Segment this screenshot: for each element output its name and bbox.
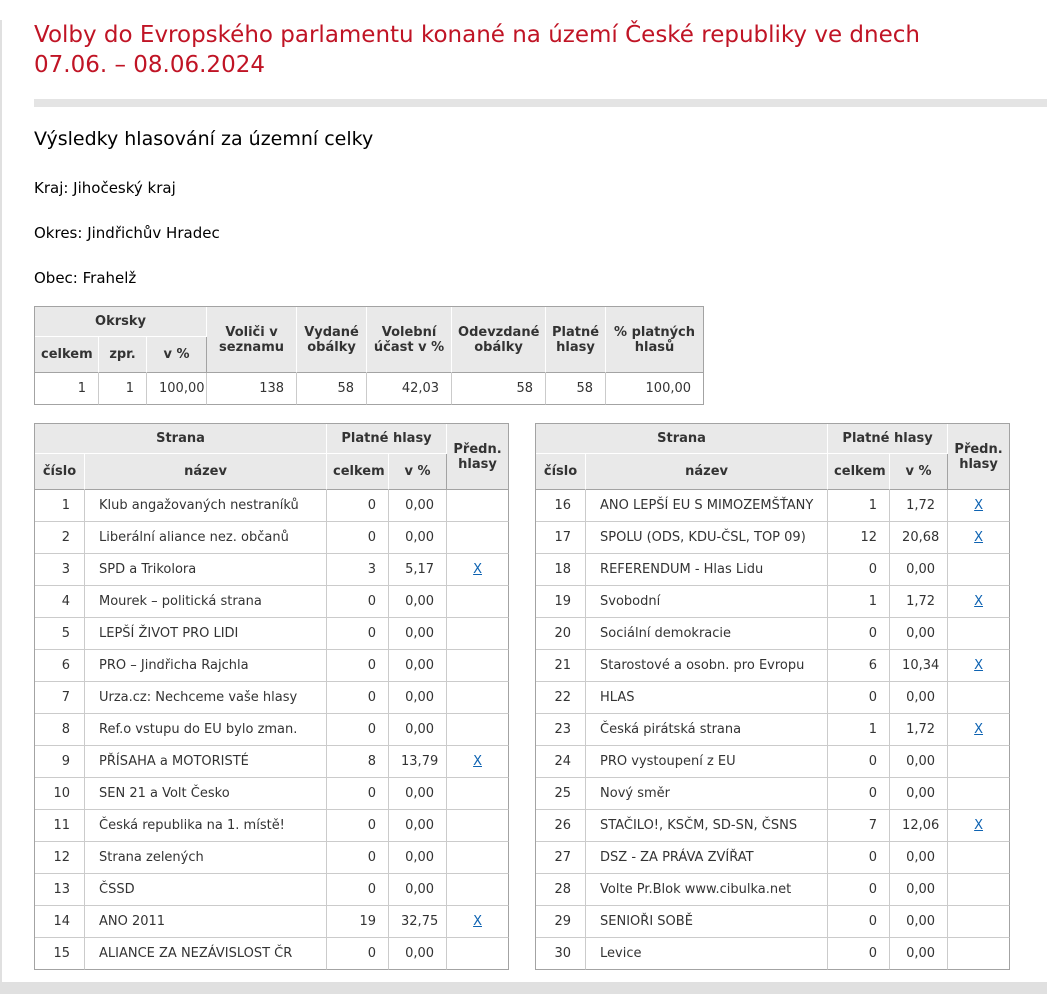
- party-votes-percent: 1,72: [890, 714, 948, 746]
- party-pref-cell: [447, 682, 509, 714]
- party-row: [536, 746, 1010, 778]
- party-pref-cell: [447, 778, 509, 810]
- party-pref-cell: [948, 778, 1010, 810]
- party-pref-cell: [447, 490, 509, 522]
- header-platne-hlasy: Platné hlasy: [828, 424, 948, 454]
- header-platne-hlasy: Platné hlasy: [546, 307, 606, 373]
- party-pref-cell: [447, 650, 509, 682]
- party-pref-cell: [948, 714, 1010, 746]
- party-votes-percent: 5,17: [389, 554, 447, 586]
- region-obec: Obec: Frahelž: [34, 269, 137, 287]
- header-okrsky-zpr: zpr.: [99, 337, 147, 373]
- party-votes-percent: 0,00: [890, 554, 948, 586]
- party-votes-total: 0: [327, 842, 389, 874]
- party-votes-percent: 12,06: [890, 810, 948, 842]
- party-tables-container: [34, 423, 1047, 970]
- party-pref-cell: [948, 938, 1010, 970]
- party-votes-percent: 0,00: [389, 490, 447, 522]
- party-name: Liberální aliance nez. občanů: [85, 522, 327, 554]
- party-row: [536, 714, 1010, 746]
- party-votes-total: 0: [828, 874, 890, 906]
- party-votes-total: 1: [828, 714, 890, 746]
- party-row: [35, 650, 509, 682]
- header-okrsky: Okrsky: [35, 307, 207, 337]
- party-votes-percent: 0,00: [389, 586, 447, 618]
- party-pref-cell: [447, 810, 509, 842]
- party-pref-cell: [447, 874, 509, 906]
- party-number: 18: [536, 554, 586, 586]
- party-row: [35, 842, 509, 874]
- party-pref-cell: [447, 586, 509, 618]
- party-votes-total: 3: [327, 554, 389, 586]
- party-number: 9: [35, 746, 85, 778]
- party-votes-percent: 13,79: [389, 746, 447, 778]
- party-pref-cell: [447, 554, 509, 586]
- party-votes-total: 7: [828, 810, 890, 842]
- party-number: 6: [35, 650, 85, 682]
- preferential-votes-link[interactable]: X: [974, 530, 984, 545]
- party-number: 21: [536, 650, 586, 682]
- party-votes-percent: 10,34: [890, 650, 948, 682]
- header-cislo: číslo: [536, 454, 586, 490]
- party-name: PRO vystoupení z EU: [586, 746, 828, 778]
- header-v-pct: v %: [389, 454, 447, 490]
- header-vydane-obalky: Vydané obálky: [297, 307, 367, 373]
- party-votes-total: 0: [327, 682, 389, 714]
- party-votes-percent: 0,00: [389, 714, 447, 746]
- header-platne-hlasy: Platné hlasy: [327, 424, 447, 454]
- party-row: [35, 618, 509, 650]
- preferential-votes-link[interactable]: X: [974, 594, 984, 609]
- party-name: Ref.o vstupu do EU bylo zman.: [85, 714, 327, 746]
- party-votes-total: 0: [828, 906, 890, 938]
- party-name: Mourek – politická strana: [85, 586, 327, 618]
- party-row: [35, 490, 509, 522]
- party-name: Česká republika na 1. místě!: [85, 810, 327, 842]
- header-divider: [34, 99, 1047, 107]
- party-votes-percent: 20,68: [890, 522, 948, 554]
- party-votes-percent: 0,00: [389, 938, 447, 970]
- party-name: PŘÍSAHA a MOTORISTÉ: [85, 746, 327, 778]
- platne-hlasy-value: 58: [546, 373, 606, 405]
- party-number: 22: [536, 682, 586, 714]
- party-pref-cell: [447, 842, 509, 874]
- page-title-line2: 07.06. – 08.06.2024: [34, 52, 265, 78]
- party-votes-total: 8: [327, 746, 389, 778]
- preferential-votes-link[interactable]: X: [974, 818, 984, 833]
- party-pref-cell: [948, 554, 1010, 586]
- party-row: [536, 650, 1010, 682]
- party-pref-cell: [948, 490, 1010, 522]
- party-number: 11: [35, 810, 85, 842]
- party-votes-percent: 0,00: [890, 938, 948, 970]
- header-odevzdane-obalky: Odevzdané obálky: [452, 307, 546, 373]
- party-name: HLAS: [586, 682, 828, 714]
- party-row: [536, 554, 1010, 586]
- party-row: [536, 682, 1010, 714]
- party-row: [35, 778, 509, 810]
- header-nazev: název: [85, 454, 327, 490]
- volebni-ucast-value: 42,03: [367, 373, 452, 405]
- party-pref-cell: [948, 874, 1010, 906]
- party-number: 5: [35, 618, 85, 650]
- party-name: Nový směr: [586, 778, 828, 810]
- header-strana: Strana: [536, 424, 828, 454]
- footer-bar: [2, 982, 1047, 994]
- party-name: ALIANCE ZA NEZÁVISLOST ČR: [85, 938, 327, 970]
- party-number: 3: [35, 554, 85, 586]
- header-okrsky-celkem: celkem: [35, 337, 99, 373]
- party-pref-cell: [948, 810, 1010, 842]
- party-name: SPOLU (ODS, KDU-ČSL, TOP 09): [586, 522, 828, 554]
- party-number: 15: [35, 938, 85, 970]
- party-row: [35, 810, 509, 842]
- party-votes-percent: 0,00: [890, 778, 948, 810]
- party-row: [536, 906, 1010, 938]
- party-votes-percent: 0,00: [389, 810, 447, 842]
- party-votes-percent: 0,00: [890, 618, 948, 650]
- preferential-votes-link[interactable]: X: [473, 754, 482, 769]
- party-pref-cell: [447, 714, 509, 746]
- party-pref-cell: [948, 650, 1010, 682]
- party-votes-total: 0: [828, 746, 890, 778]
- party-number: 16: [536, 490, 586, 522]
- preferential-votes-link[interactable]: X: [974, 498, 984, 513]
- party-votes-total: 0: [327, 490, 389, 522]
- party-number: 7: [35, 682, 85, 714]
- party-name: SPD a Trikolora: [85, 554, 327, 586]
- party-row: [536, 874, 1010, 906]
- party-row: [536, 522, 1010, 554]
- party-votes-percent: 0,00: [389, 842, 447, 874]
- party-votes-percent: 0,00: [890, 842, 948, 874]
- party-votes-percent: 32,75: [389, 906, 447, 938]
- party-votes-total: 12: [828, 522, 890, 554]
- party-results-table-left: [34, 423, 509, 970]
- party-votes-total: 0: [327, 714, 389, 746]
- header-okrsky-v-pct: v %: [147, 337, 207, 373]
- party-votes-percent: 0,00: [389, 522, 447, 554]
- party-row: [536, 810, 1010, 842]
- okrsky-zpr-value: 1: [99, 373, 147, 405]
- party-votes-total: 0: [828, 554, 890, 586]
- party-votes-percent: 1,72: [890, 490, 948, 522]
- party-votes-total: 0: [327, 778, 389, 810]
- party-name: Strana zelených: [85, 842, 327, 874]
- region-kraj: Kraj: Jihočeský kraj: [34, 179, 176, 197]
- party-pref-cell: [447, 906, 509, 938]
- party-pref-cell: [447, 938, 509, 970]
- party-votes-total: 0: [828, 618, 890, 650]
- party-number: 19: [536, 586, 586, 618]
- header-pct-platnych-hlasu: % platných hlasů: [606, 307, 704, 373]
- header-strana: Strana: [35, 424, 327, 454]
- party-number: 4: [35, 586, 85, 618]
- party-name: Česká pirátská strana: [586, 714, 828, 746]
- party-number: 1: [35, 490, 85, 522]
- header-volici-v-seznamu: Voliči v seznamu: [207, 307, 297, 373]
- party-name: Volte Pr.Blok www.cibulka.net: [586, 874, 828, 906]
- party-votes-total: 0: [828, 842, 890, 874]
- header-celkem: celkem: [327, 454, 389, 490]
- region-okres: Okres: Jindřichův Hradec: [34, 224, 220, 242]
- party-row: [35, 682, 509, 714]
- party-votes-percent: 0,00: [389, 650, 447, 682]
- page-title-line1: Volby do Evropského parlamentu konané na území České republiky ve dnech: [34, 22, 920, 48]
- party-row: [536, 778, 1010, 810]
- party-number: 10: [35, 778, 85, 810]
- page-title: [34, 20, 1011, 80]
- party-number: 13: [35, 874, 85, 906]
- party-row: [35, 746, 509, 778]
- okrsky-celkem-value: 1: [35, 373, 99, 405]
- party-votes-total: 6: [828, 650, 890, 682]
- party-row: [35, 906, 509, 938]
- party-number: 28: [536, 874, 586, 906]
- party-votes-percent: 0,00: [389, 618, 447, 650]
- party-votes-total: 0: [327, 586, 389, 618]
- header-volebni-ucast: Volební účast v %: [367, 307, 452, 373]
- party-row: [35, 586, 509, 618]
- party-results-table-right: [535, 423, 1010, 970]
- party-votes-total: 1: [828, 586, 890, 618]
- party-name: ANO LEPŠÍ EU S MIMOZEMŠŤANY: [586, 490, 828, 522]
- party-votes-percent: 1,72: [890, 586, 948, 618]
- party-pref-cell: [948, 586, 1010, 618]
- party-votes-total: 0: [828, 778, 890, 810]
- party-name: PRO – Jindřicha Rajchla: [85, 650, 327, 682]
- preferential-votes-link[interactable]: X: [473, 562, 482, 577]
- party-pref-cell: [447, 746, 509, 778]
- party-votes-total: 1: [828, 490, 890, 522]
- party-name: Klub angažovaných nestraníků: [85, 490, 327, 522]
- party-name: ANO 2011: [85, 906, 327, 938]
- party-number: 23: [536, 714, 586, 746]
- party-number: 27: [536, 842, 586, 874]
- party-pref-cell: [948, 906, 1010, 938]
- party-votes-total: 0: [828, 938, 890, 970]
- party-name: Urza.cz: Nechceme vaše hlasy: [85, 682, 327, 714]
- party-number: 12: [35, 842, 85, 874]
- party-row: [536, 490, 1010, 522]
- summary-results-table: [34, 306, 704, 405]
- party-pref-cell: [447, 618, 509, 650]
- vydane-obalky-value: 58: [297, 373, 367, 405]
- section-heading: Výsledky hlasování za územní celky: [34, 128, 374, 150]
- party-votes-percent: 0,00: [890, 906, 948, 938]
- preferential-votes-link[interactable]: X: [974, 658, 984, 673]
- party-votes-percent: 0,00: [890, 682, 948, 714]
- party-votes-total: 0: [828, 682, 890, 714]
- header-celkem: celkem: [828, 454, 890, 490]
- party-name: LEPŠÍ ŽIVOT PRO LIDI: [85, 618, 327, 650]
- party-name: Svobodní: [586, 586, 828, 618]
- odevzdane-obalky-value: 58: [452, 373, 546, 405]
- party-number: 30: [536, 938, 586, 970]
- party-number: 26: [536, 810, 586, 842]
- party-number: 17: [536, 522, 586, 554]
- party-votes-percent: 0,00: [389, 874, 447, 906]
- party-votes-total: 0: [327, 650, 389, 682]
- volici-v-seznamu-value: 138: [207, 373, 297, 405]
- party-name: ČSSD: [85, 874, 327, 906]
- party-pref-cell: [948, 842, 1010, 874]
- party-votes-percent: 0,00: [389, 778, 447, 810]
- party-row: [35, 522, 509, 554]
- party-number: 14: [35, 906, 85, 938]
- party-name: Starostové a osobn. pro Evropu: [586, 650, 828, 682]
- party-pref-cell: [447, 522, 509, 554]
- party-pref-cell: [948, 746, 1010, 778]
- party-name: SENIOŘI SOBĚ: [586, 906, 828, 938]
- party-name: Sociální demokracie: [586, 618, 828, 650]
- summary-data-row: [35, 373, 704, 405]
- preferential-votes-link[interactable]: X: [974, 722, 984, 737]
- party-number: 24: [536, 746, 586, 778]
- party-pref-cell: [948, 522, 1010, 554]
- party-pref-cell: [948, 618, 1010, 650]
- party-row: [35, 714, 509, 746]
- preferential-votes-link[interactable]: X: [473, 914, 482, 929]
- party-votes-percent: 0,00: [389, 682, 447, 714]
- party-number: 29: [536, 906, 586, 938]
- header-predn-hlasy: Předn. hlasy: [447, 424, 509, 490]
- party-votes-total: 19: [327, 906, 389, 938]
- party-number: 25: [536, 778, 586, 810]
- header-v-pct: v %: [890, 454, 948, 490]
- party-row: [536, 586, 1010, 618]
- pct-platnych-hlasu-value: 100,00: [606, 373, 704, 405]
- party-name: DSZ - ZA PRÁVA ZVÍŘAT: [586, 842, 828, 874]
- party-row: [35, 874, 509, 906]
- party-row: [35, 554, 509, 586]
- party-votes-total: 0: [327, 810, 389, 842]
- header-nazev: název: [586, 454, 828, 490]
- party-votes-total: 0: [327, 522, 389, 554]
- party-name: Levice: [586, 938, 828, 970]
- party-name: REFERENDUM - Hlas Lidu: [586, 554, 828, 586]
- header-predn-hlasy: Předn. hlasy: [948, 424, 1010, 490]
- party-row: [536, 842, 1010, 874]
- party-votes-total: 0: [327, 938, 389, 970]
- party-votes-total: 0: [327, 618, 389, 650]
- party-row: [35, 938, 509, 970]
- party-row: [536, 938, 1010, 970]
- party-name: STAČILO!, KSČM, SD-SN, ČSNS: [586, 810, 828, 842]
- party-votes-percent: 0,00: [890, 874, 948, 906]
- party-number: 20: [536, 618, 586, 650]
- party-number: 8: [35, 714, 85, 746]
- header-cislo: číslo: [35, 454, 85, 490]
- okrsky-v-pct-value: 100,00: [147, 373, 207, 405]
- party-number: 2: [35, 522, 85, 554]
- party-votes-percent: 0,00: [890, 746, 948, 778]
- party-votes-total: 0: [327, 874, 389, 906]
- party-row: [536, 618, 1010, 650]
- party-pref-cell: [948, 682, 1010, 714]
- party-name: SEN 21 a Volt Česko: [85, 778, 327, 810]
